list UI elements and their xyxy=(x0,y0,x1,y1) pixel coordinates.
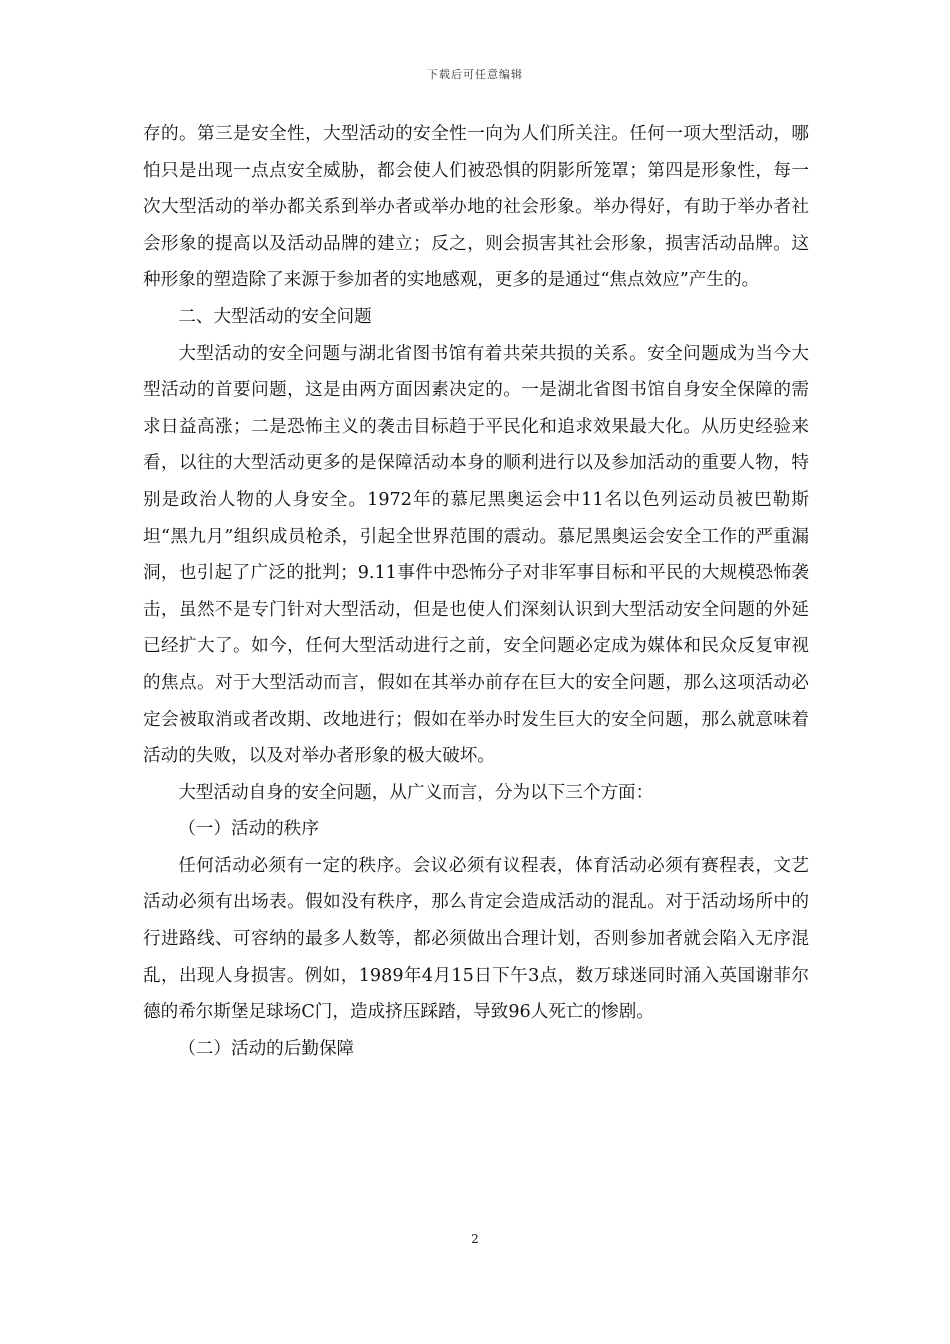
subheading-logistics: （二）活动的后勤保障 xyxy=(178,1038,355,1059)
page-number: 2 xyxy=(471,1232,479,1246)
paragraph-security-overview: 大型活动的安全问题与湖北省图书馆有着共荣共损的关系。安全问题成为当今大型活动的首要问题，这是由两方面因素决定的。一是湖北省图书馆自身安全保障的需求日益高涨；二是恐怖主义的袭击目标趋于平民化和追求效果最大化。从历史经验来看，以往的大型活动更多的是保障活动本身的顺利进行以及参加活动的重要人物，特别是政治人物的人身安全。1972年的慕尼黑奥运会中11名以色列运动员被巴勒斯坦“黑九月”组织成员枪杀，引起全世界范围的震动。慕尼黑奥运会安全工作的严重漏洞，也引起了广泛的批判；9.11事件中恐怖分子对非军事目标和平民的大规模恐怖袭击，虽然不是专门针对大型活动，但是也使人们深刻认识到大型活动安全问题的外延已经扩大了。如今，任何大型活动进行之前，安全问题必定成为媒体和民众反复审视的焦点。对于大型活动而言，假如在其举办前存在巨大的安全问题，那么这项活动必定会被取消或者改期、改地进行；假如在举办时发生巨大的安全问题，那么就意味着活动的失败，以及对举办者形象的极大破坏。 xyxy=(143,343,809,767)
paragraph-order: 任何活动必须有一定的秩序。会议必须有议程表，体育活动必须有赛程表，文艺活动必须有出场表。假如没有秩序，那么肯定会造成活动的混乱。对于活动场所中的行进路线、可容纳的最多人数等，都必须做出合理计划，否则参加者就会陷入无序混乱，出现人身损害。例如，1989年4月15日下午3点，数万球迷同时涌入英国谢菲尔德的希尔斯堡足球场C门，造成挤压踩踏，导致96人死亡的惨剧。 xyxy=(143,855,809,1023)
section-heading-security-issues: 二、大型活动的安全问题 xyxy=(178,306,372,327)
document-body xyxy=(143,116,809,1067)
paragraph-three-aspects: 大型活动自身的安全问题，从广义而言，分为以下三个方面： xyxy=(178,782,654,803)
page-header: 下载后可任意编辑 xyxy=(427,68,523,81)
subheading-order: （一）活动的秩序 xyxy=(178,819,319,840)
paragraph-continuation: 存的。第三是安全性，大型活动的安全性一向为人们所关注。任何一项大型活动，哪怕只是出现一点点安全威胁，都会使人们被恐惧的阴影所笼罩；第四是形象性，每一次大型活动的举办都关系到举办者或举办地的社会形象。举办得好，有助于举办者社会形象的提高以及活动品牌的建立；反之，则会损害其社会形象，损害活动品牌。这种形象的塑造除了来源于参加者的实地感观，更多的是通过“焦点效应”产生的。 xyxy=(143,124,809,291)
